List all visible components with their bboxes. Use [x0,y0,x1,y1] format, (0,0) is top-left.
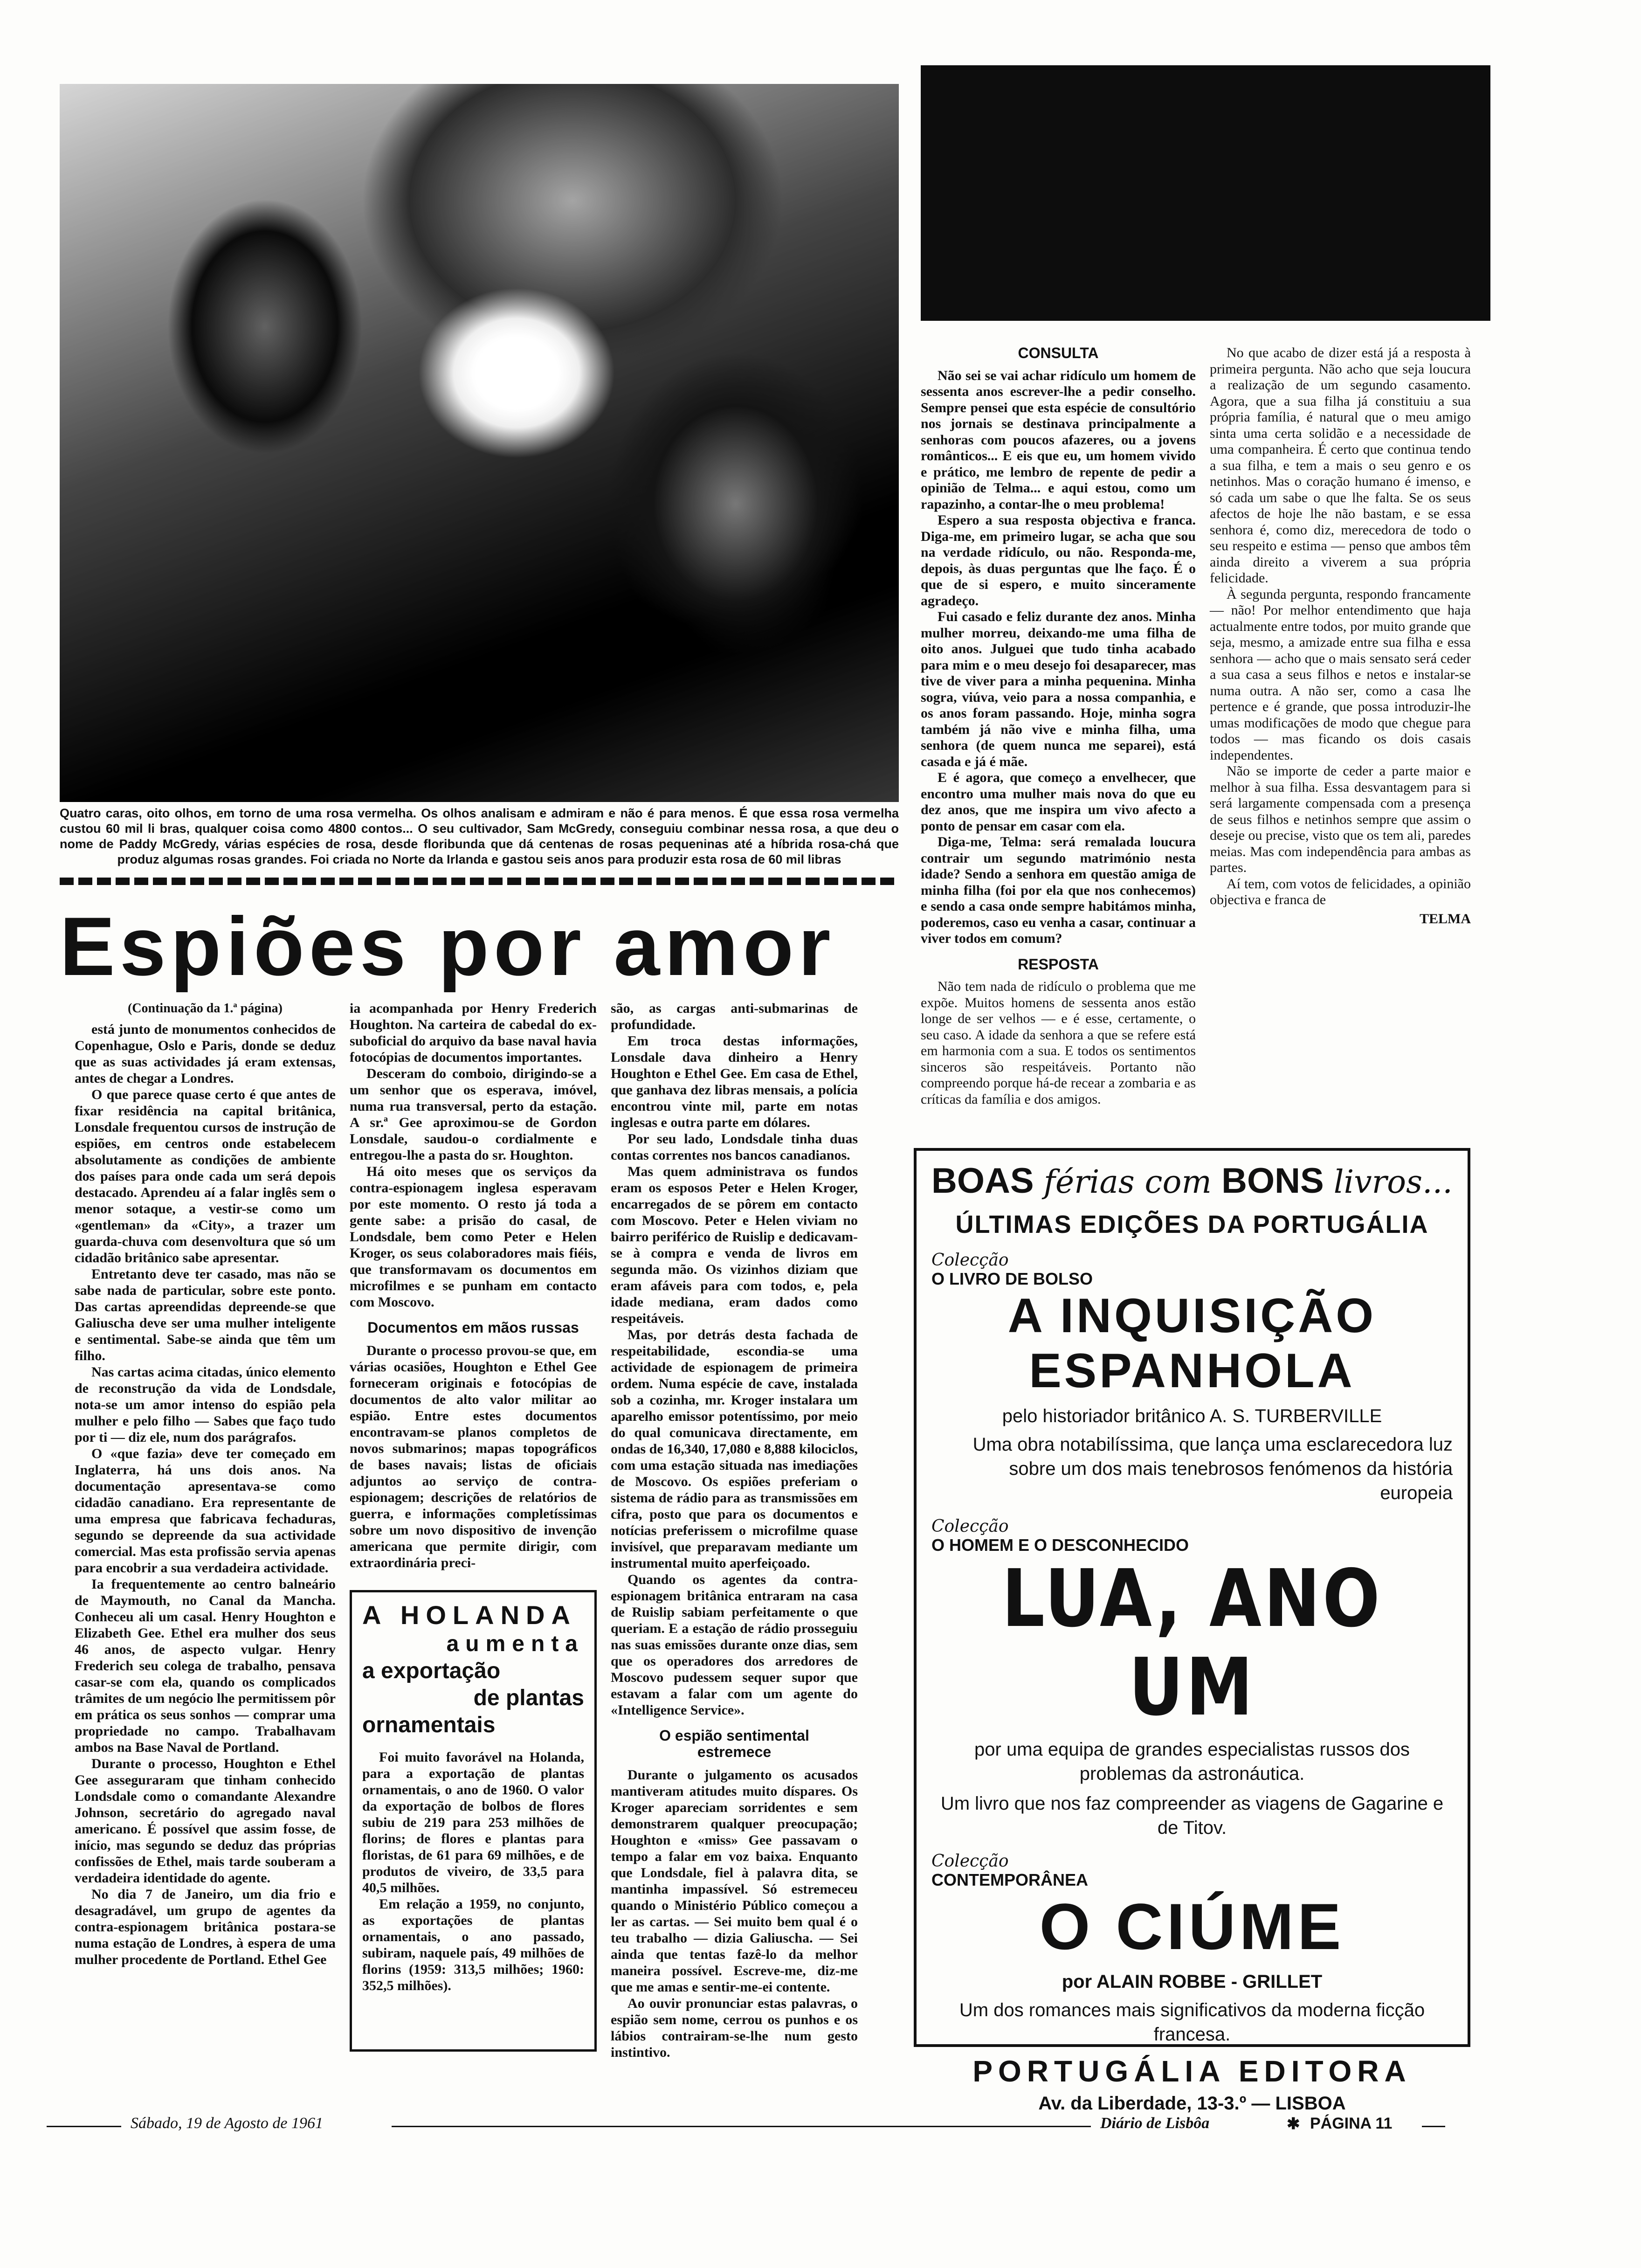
portugalia-advert [914,1148,1470,2114]
footer-rule [1422,2126,1445,2127]
holanda-title-5: ornamentais [362,1713,496,1737]
publisher-name: PORTUGÁLIA EDITORA [972,2054,1412,2088]
paragraph: Espero a sua resposta objectiva e franca. Diga-me, em primeiro lugar, se acha que sou na verdade ridículo, ou não. Responda-me, depois, às duas perguntas que lhe faço. É o que de si espero, e muito sinceramente agradeço. [921,512,1196,608]
signature: TELMA [1419,911,1471,927]
collection-label [931,1852,1453,1889]
paragraph: O «que fazia» deve ter começado em Inglaterra, há uns dois anos. Na documentação apresentava-se como cidadão canadiano. Era representante de uma empresa que fabricava fechaduras, segundo se depreende da sua actividade comercial. Mas esta profissão servia apenas para encobrir a sua verdadeira actividade. [75,1446,336,1576]
collection-word: Colecção [931,1517,1009,1536]
book-title-line: ESPANHOLA [1029,1344,1355,1398]
paragraph: Desceram do comboio, dirigindo-se a um senhor que os esperava, imóvel, numa rua transversal, perto da estação. A sr.ª Gee aproximou-se de Gordon Lonsdale, saudou-o cordialmente e entregou-lhe a pasta do sr. Houghton. [350,1066,597,1163]
paragraph: No dia 7 de Janeiro, um dia frio e desagradável, um grupo de agentes da contra-espionagem britânica postara-se numa estação de Londres, à espera de uma mulher procedente de Portland. Ethel Gee [75,1887,336,1967]
holanda-title-2: aumenta [446,1632,584,1656]
paragraph: Por seu lado, Londsdale tinha duas contas correntes nos bancos canadianos. [611,1131,858,1163]
collection-label [931,1251,1453,1288]
paragraph: Fui casado e feliz durante dez anos. Minha mulher morreu, deixando-me uma filha de oito anos. Julguei que tudo tinha acabado para mim e o meu desejo foi desaparecer, mas tive de viver para a minha pequenina. Minha sogra, viúva, veio para a nossa companhia, e os anos foram passando. Hoje, minha sogra também já não vive e minha filha, uma senhora (de quem nunca me separei), está casada e já é mãe. [921,609,1196,769]
holanda-title-4: de plantas [473,1686,584,1710]
paragraph: Durante o julgamento os acusados mantiveram atitudes muito díspares. Os Kroger apareciam sorridentes e sem demonstrarem qualquer preocupação; Houghton e «miss» Gee passavam o tempo a falar em voz baixa. Enquanto que Londsdale, fiel à palavra dita, se mantinha impassível. Só estremeceu quando o Ministério Público começou a ler as cartas. — Sei muito bem qual é o teu trabalho — dizia Galiuscha. — Sei ainda que tentas fazê-lo da melhor maneira possível. Escreve-me, diz-me que me amas e sentir-me-ei contente. [611,1767,858,1995]
footer-rule [392,2126,1091,2127]
paragraph: Nas cartas acima citadas, único elemento de reconstrução da vida de Londsdale, nota-se um amor intenso do espião pela mulher e pelo filho — Sabes que faço tudo por ti — diz ele, num dos parágrafos. [75,1364,336,1445]
holanda-title: A HOLANDA [362,1600,577,1630]
page-footer [47,2115,1450,2138]
article-column-3 [611,1000,858,2061]
paragraph: O que parece quase certo é que antes de fixar residência na capital britânica, Lonsdale frequentou cursos de instrução de espiões, em centros onde estabelecem absolutamente as condições de ambiente dos países para onde cada um será depois destacado. Aprendeu aí a falar inglês sem o menor sotaque, a vestir-se como um «gentleman» da «City», a trazer um guarda-chuva com desenvoltura que só um cidadão britânico sabe apresentar. [75,1087,336,1265]
paragraph: Aí tem, com votos de felicidades, a opinião objectiva e franca de [1210,876,1471,907]
collection-label [931,1517,1453,1555]
book-title-3: O CIÚME [1039,1890,1345,1963]
paragraph: Não tem nada de ridículo o problema que me expõe. Muitos homens de sessenta anos estão longe de ser velhos — e é esse, certamente, o seu caso. A idade da senhora a que se refere está em harmonia com a sua. E todos os sentimentos sinceros são respeitáveis. Portanto não compreendo porque há-de recear a zombaria e as críticas da família e dos amigos. [921,979,1196,1107]
publisher-address: Av. da Liberdade, 13-3.º — LISBOA [1038,2093,1346,2114]
subheading-espiao: O espião sentimental [659,1727,809,1744]
advert-word: BOAS [931,1161,1034,1201]
paragraph: Durante o processo, Houghton e Ethel Gee asseguraram que tinham conhecido Londsdale como o comandante Alexandre Johnson, secretário do agregado naval americano. É possível que assim fosse, de início, mas segundo se deduz das próprias confissões de Ethel, mais tarde souberam a verdadeira identidade do agente. [75,1756,336,1886]
paragraph: À segunda pergunta, respondo francamente — não! Por melhor entendimento que haja actualmente entre todos, por muito grande que seja, mesmo, a amizade entre sua filha e essa senhora — acho que o mais sensato será ceder a sua casa a seus filhos e netos e instalar-se numa outra. A não ser, como a casa lhe pertence e é grande, que possa introduzir-lhe umas modificações de modo que chegue para todos — mas ficando os dois casais independentes. [1210,586,1471,763]
book-desc-2b: Um livro que nos faz compreender as viagens de Gagarine e de Titov. [940,1793,1444,1838]
footer-rule [47,2126,121,2127]
headline: Espiões por amor [60,900,835,993]
headline-rule [60,878,899,885]
paragraph: Mas quem administrava os fundos eram os esposos Peter e Helen Kroger, encarregados de se pôrem em contacto com Moscovo. Peter e Helen viviam no bairro periférico de Ruislip e dedicavam-se à compra e venda de livros em segunda mão. Os vizinhos diziam que eram afáveis para com todos, e, pela idade mediana, eram dados como respeitáveis. [611,1164,858,1326]
collection-name: CONTEMPORÂNEA [931,1870,1089,1889]
holanda-box [350,1590,597,2052]
consulta-column-1 [921,345,1196,1107]
book-desc-2: por uma equipa de grandes especialistas russos dos problemas da astronáutica. [974,1739,1410,1784]
book-author-1: pelo historiador britânico A. S. TURBERVILLE [1002,1406,1382,1426]
footer-star-icon: ✱ [1287,2116,1300,2133]
paragraph: ia acompanhada por Henry Frederich Houghton. Na carteira de cabedal do ex-suboficial do arquivo da base naval havia fotocópias de documentos importantes. [350,1001,597,1065]
advert-word: BONS [1221,1161,1324,1201]
paragraph: Entretanto deve ter casado, mas não se sabe nada de particular, sobre este ponto. Das cartas apreendidas depreende-se que Galiuscha deve ser uma mulher inteligente e sentimental. Sabe-se ainda que têm um filho. [75,1266,336,1363]
book-author-3: por ALAIN ROBBE - GRILLET [1062,1971,1323,1992]
paragraph: Não se importe de ceder a parte maior e melhor à sua filha. Essa desvantagem para si será largamente compensada com a presença de seus filhos e netinhos sempre que assim o deseje ou precise, visto que os tem ali, paredes meias. Mas com independência para ambas as partes. [1210,763,1471,875]
paragraph: Há oito meses que os serviços da contra-espionagem inglesa esperavam por este momento. O resto já toda a gente sabe: a prisão do casal, de Londsdale, bem como Peter e Helen Kroger, os seus colaboradores mais fiéis, que transformavam os documentos em microfilmes e se punham em contacto com Moscovo. [350,1164,597,1310]
resposta-title: RESPOSTA [1018,955,1099,973]
article-column-2 [350,1000,597,1571]
paragraph: Ao ouvir pronunciar estas palavras, o espião sem nome, cerrou os punhos e os lábios contrairam-se-lhe num gesto instintivo. [611,1996,858,2060]
paragraph: Não sei se vai achar ridículo um homem de sessenta anos escrever-lhe a pedir conselho. Sempre pensei que esta espécie de consultório nos jornais se destinava principalmente a senhoras com poucos afazeres, ou a jovens românticos... E eis que eu, um homem vivido e prático, me lembro de repente de pedir a opinião de Telma... e aqui estou, como um rapazinho, a contar-lhe o meu problema! [921,367,1196,512]
paragraph: Mas, por detrás desta fachada de respeitabilidade, escondia-se uma actividade de espionagem de primeira ordem. Numa espécie de cave, instalada sob a cozinha, mr. Kroger instalara um aparelho emissor potentíssimo, por meio do qual comunicava directamente, em ondas de 16,340, 17,080 e 8,888 kilociclos, com uma estação situada nas imediações de Moscovo. Os espiões preferiam o sistema de rádio para as transmissões em cifra, posto que para os documentos e notícias preferissem o microfilme quase invisível, que preparavam mediante um instrumental muito aperfeiçoado. [611,1327,858,1571]
advert-word: férias com [1043,1164,1212,1201]
advert-subtitle: ÚLTIMAS EDIÇÕES DA PORTUGÁLIA [955,1210,1429,1238]
footer-date: Sábado, 19 de Agosto de 1961 [131,2115,324,2132]
holanda-body [362,1749,584,1994]
holanda-title-3: a exportação [362,1659,501,1683]
subheading-estremece: estremece [697,1743,772,1760]
book-desc-3: Um dos romances mais significativos da moderna ficção francesa. [959,2000,1425,2045]
photo-caption: Quatro caras, oito olhos, em torno de uma rosa vermelha. Os olhos analisam e admiram e não é para menos. É que essa rosa vermelha custou 60 mil li bras, qualquer coisa como 4800 contos... O seu cultivador, Sam McGredy, conseguiu combinar nessa rosa, a que deu o nome de Paddy McGredy, várias espécies de rosa, desde floribunda que dá centenas de rosas pequeninas até a híbrida rosa-chá que produz algumas rosas grandes. Foi criada no Norte da Irlanda e gastou seis anos para produzir esta rosa de 60 mil libras [60,806,899,866]
advert-word: livros... [1333,1164,1453,1201]
paragraph: Em relação a 1959, no conjunto, as exportações de plantas ornamentais, o ano passado, subiram, naquele país, 49 milhões de florins (1959: 313,5 milhões; 1960: 352,5 milhões). [362,1896,584,1993]
footer-paper: Diário de Lisbôa [1100,2115,1210,2132]
continuation-note: (Continuação da 1.ª página) [127,1001,283,1016]
advert-headline [931,1160,1453,1203]
paragraph: está junto de monumentos conhecidos de Copenhague, Oslo e Paris, donde se deduz que as suas actividades já eram extensas, antes de chegar a Londres. [75,1022,336,1086]
book-title-line: A INQUISIÇÃO [1007,1289,1377,1343]
book-desc-1: Uma obra notabilíssima, que lança uma esclarecedora luz sobre um dos mais tenebrosos fenómenos da história europeia [972,1434,1453,1503]
paragraph: Quando os agentes da contra-espionagem britânica entraram na casa de Ruislip sabiam perfeitamente o que queriam. E a estação de rádio prosseguiu nas suas emissões durante onze dias, sem que os operadores dos arredores de Moscovo pudessem sequer supor que estavam a falar com um agente do «Intelligence Service». [611,1572,858,1718]
paragraph: são, as cargas anti-submarinas de profundidade. [611,1001,858,1032]
paragraph: Em troca destas informações, Lonsdale dava dinheiro a Henry Houghton e Ethel Gee. Em casa de Ethel, que ganhava dez libras mensais, a polícia encontrou vinte mil, parte em notas inglesas e outra parte em dólares. [611,1033,858,1130]
rose-photograph [60,84,899,802]
footer-page: PÁGINA 11 [1310,2115,1393,2132]
collection-name: O HOMEM E O DESCONHECIDO [931,1535,1189,1555]
consulta-title: CONSULTA [1018,345,1099,361]
consulta-column-2 [1210,345,1471,927]
collection-name: O LIVRO DE BOLSO [931,1269,1093,1288]
book-title-2: LUA, ANO UM [1002,1553,1382,1734]
paragraph: Durante o processo provou-se que, em várias ocasiões, Houghton e Ethel Gee forneceram originais e fotocópias de documentos de alto valor militar ao espião. Entre estes documentos encontravam-se planos completos de novos submarinos; mapas topográficos de bases navais; listas de oficiais adjuntos ao serviço de contra-espionagem; descrições de relatórios de guerra, e informações completíssimas sobre um novo dispositivo de invenção americana que permite dirigir, com extraordinária preci- [350,1343,597,1570]
article-column-1 [75,1000,336,1968]
paragraph: E é agora, que começo a envelhecer, que encontro uma mulher mais nova do que eu dez anos, que me inspira um vivo afecto a ponto de pensar em casar com ela. [921,770,1196,834]
collection-word: Colecção [931,1251,1009,1270]
subheading-documentos: Documentos em mãos russas [367,1319,579,1336]
paragraph: Diga-me, Telma: será remalada loucura contrair um segundo matrimónio nesta idade? Sendo a senhora em questão amiga de minha filha (foi por ela que nos conhecemos) e sendo a casa onde sempre habitámos minha, poderemos, caso eu venha a casar, continuar a viver todos em comum? [921,834,1196,946]
consulta-photograph [921,65,1490,321]
book-title-1 [931,1288,1453,1398]
paragraph: No que acabo de dizer está já a resposta à primeira pergunta. Não acho que seja loucura a realização de um segundo casamento. Agora, que a sua filha já constituiu a sua própria família, é natural que o meu amigo sinta uma certa solidão e a necessidade de uma companheira. É certo que continua tendo a sua filha, e tem a mais o seu genro e os netinhos. Mas o coração humano é imenso, e só cada um sabe o que lhe falta. Se os seus afectos de hoje lhe não bastam, e se essa senhora é, como diz, merecedora de todo o seu respeito e estima — penso que ambos têm ainda direito a viverem a sua própria felicidade. [1210,345,1471,586]
paragraph: Ia frequentemente ao centro balneário de Maymouth, no Canal da Mancha. Conheceu ali um casal. Henry Houghton e Elizabeth Gee. Ethel era mulher dos seus 46 anos, de aspecto vulgar. Henry Frederich seu colega de trabalho, pensava casar-se com ela, quando os complicados trâmites de um negócio lhe permitissem pôr em prática os seus sonhos — comprar uma propriedade no campo. Trabalhavam ambos na Base Naval de Portland. [75,1577,336,1755]
collection-word: Colecção [931,1852,1009,1871]
paragraph: Foi muito favorável na Holanda, para a exportação de plantas ornamentais, o ano de 1960. O valor da exportação de bolbos de flores subiu de 219 para 253 milhões de florins; de flores e plantas para floristas, de 61 para 69 milhões, e de produtos de viveiro, de 33,5 para 40,5 milhões. [362,1749,584,1895]
